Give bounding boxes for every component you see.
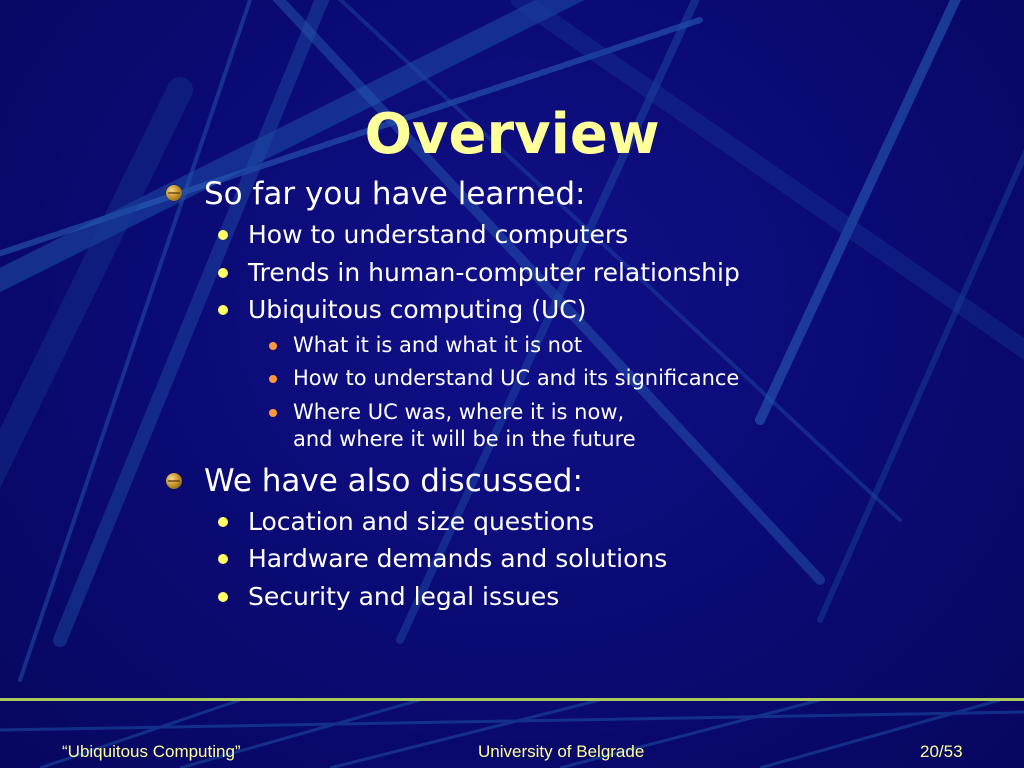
sub-list-item: What it is and what it is not	[293, 333, 583, 357]
bronze-sphere-bullet-icon	[166, 185, 182, 201]
section-heading: So far you have learned:	[204, 176, 586, 212]
slide-title: Overview	[364, 102, 660, 167]
orange-dot-bullet-icon	[269, 342, 277, 350]
sub-list-item: How to understand UC and its significance	[293, 366, 740, 390]
yellow-dot-bullet-icon	[218, 230, 228, 240]
section-heading: We have also discussed:	[204, 463, 583, 499]
footer-page-number: 20/53	[920, 742, 963, 761]
list-item: Ubiquitous computing (UC)	[248, 295, 587, 324]
yellow-dot-bullet-icon	[218, 554, 228, 564]
list-item: Security and legal issues	[248, 582, 560, 611]
sub-list-item-line-2: and where it will be in the future	[293, 427, 636, 451]
list-item: How to understand computers	[248, 220, 629, 249]
list-item: Trends in human-computer relationship	[248, 258, 740, 287]
bronze-sphere-bullet-icon	[166, 473, 182, 489]
sub-list-item-line-1: Where UC was, where it is now,	[293, 400, 625, 424]
list-item: Location and size questions	[248, 507, 595, 536]
footer-rule	[0, 698, 1024, 701]
orange-dot-bullet-icon	[269, 375, 277, 383]
yellow-dot-bullet-icon	[218, 268, 228, 278]
list-item: Hardware demands and solutions	[248, 544, 668, 573]
footer-institution: University of Belgrade	[478, 742, 645, 761]
yellow-dot-bullet-icon	[218, 517, 228, 527]
yellow-dot-bullet-icon	[218, 305, 228, 315]
orange-dot-bullet-icon	[269, 409, 277, 417]
yellow-dot-bullet-icon	[218, 592, 228, 602]
footer-course-title: “Ubiquitous Computing”	[62, 742, 241, 761]
